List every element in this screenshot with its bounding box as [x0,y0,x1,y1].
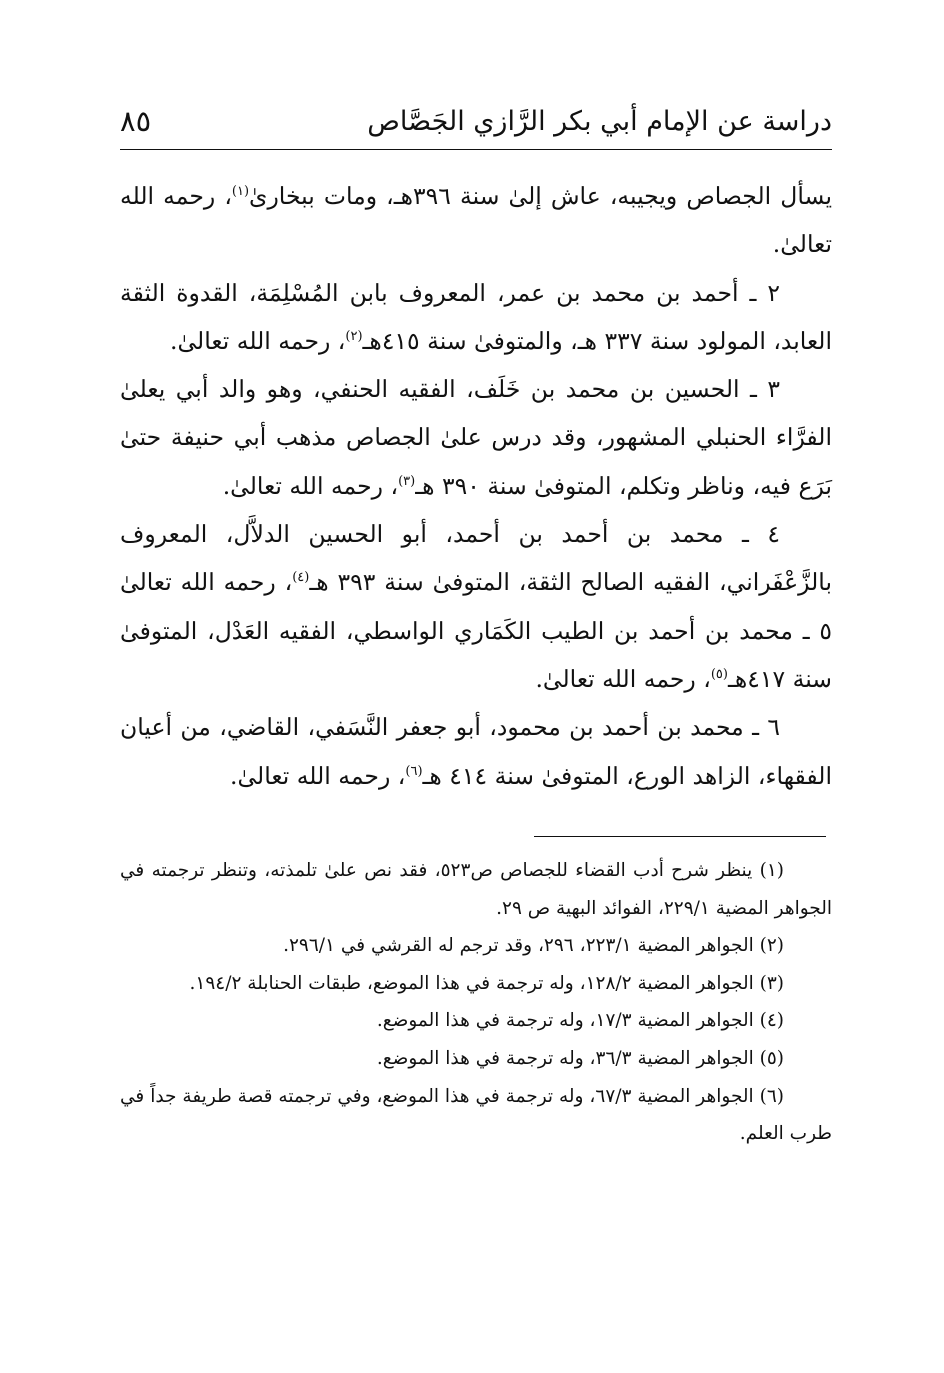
paragraph-1-text: يسأل الجصاص ويجيبه، عاش إلىٰ سنة ٣٩٦هـ، ومات ببخارىٰ [249,182,832,210]
footnote-6: (٦) الجواهر المضية ٦٧/٣، وله ترجمة في هذا الموضع، وفي ترجمته قصة طريفة جداً في طرب العلم. [120,1085,832,1145]
paragraph-6 [120,703,832,800]
footnote-ref-1: (١) [231,184,250,200]
paragraph-1 [120,172,832,269]
footnote-2: (٢) الجواهر المضية ٢٢٣/١، ٢٩٦، وقد ترجم له القرشي في ٢٩٦/١. [283,935,784,957]
footnote-4: (٤) الجواهر المضية ١٧/٣، وله ترجمة في هذا الموضع. [376,1010,784,1032]
footnote-ref-3: (٣) [398,473,416,489]
paragraph-3 [120,365,832,510]
page-number: ٨٥ [120,104,152,138]
running-header [120,100,832,148]
footnote-ref-5: (٥) [710,667,728,683]
footnote-3: (٣) الجواهر المضية ١٢٨/٢، وله ترجمة في هذا الموضع، طبقات الحنابلة ١٩٤/٢. [189,972,784,994]
footnote-separator [534,836,826,837]
paragraph-1-tail: ، رحمه الله تعالىٰ. [120,182,832,259]
footnotes [120,852,832,1153]
paragraph-3-text: ٣ ـ الحسين بن محمد بن خَلَف، الفقيه الحنفي، وهو والد أبي يعلىٰ الفرَّاء الحنبلي المشهور، وقد درس علىٰ الجصاص مذهب أبي حنيفة حتىٰ بَرَع فيه، وناظر وتكلم، المتوفىٰ سنة ٣٩٠ هـ [120,375,832,500]
header-title: دراسة عن الإمام أبي بكر الرَّازي الجَصَّاص [367,106,832,137]
header-rule [120,149,832,150]
paragraph-4-tail: ، رحمه الله تعالىٰ [120,568,293,597]
paragraph-2-text: ٢ ـ أحمد بن محمد بن عمر، المعروف بابن المُسْلِمَة، القدوة الثقة العابد، المولود سنة ٣٣٧ هـ، والمتوفىٰ سنة ٤١٥هـ [120,278,832,355]
paragraph-6-text: ٦ ـ محمد بن أحمد بن محمود، أبو جعفر النَّسَفي، القاضي، من أعيان الفقهاء، الزاهد الورع، المتوفىٰ سنة ٤١٤ هـ [120,713,832,790]
paragraph-2-tail: ، رحمه الله تعالىٰ. [170,326,346,355]
paragraph-6-tail: ، رحمه الله تعالىٰ. [229,761,406,790]
footnote-ref-4: (٤) [292,570,310,586]
main-text [120,172,832,800]
paragraph-5-text: ٥ ـ محمد بن أحمد بن الطيب الكَمَاري الواسطي، الفقيه العَدْل، المتوفىٰ سنة ٤١٧هـ [120,616,832,693]
paragraph-4-text: ٤ ـ محمد بن أحمد بن أحمد، أبو الحسين الدلاَّل، المعروف بالزَّعْفَراني، الفقيه الصالح الثقة، المتوفىٰ سنة ٣٩٣ هـ [120,520,833,597]
footnote-ref-6: (٦) [405,763,423,779]
paragraph-3-tail: ، رحمه الله تعالىٰ. [222,471,399,500]
footnote-ref-2: (٢) [345,329,363,345]
paragraph-4 [120,510,832,703]
paragraph-2 [120,269,832,366]
footnote-1: (١) ينظر شرح أدب القضاء للجصاص ص٥٢٣، فقد نص علىٰ تلمذته، وتنظر ترجمته في الجواهر المضية ٢٢٩/١، الفوائد البهية ص ٢٩. [120,860,832,919]
footnote-5: (٥) الجواهر المضية ٣٦/٣، وله ترجمة في هذا الموضع. [376,1047,784,1069]
paragraph-5-tail: ، رحمه الله تعالىٰ. [535,664,711,693]
